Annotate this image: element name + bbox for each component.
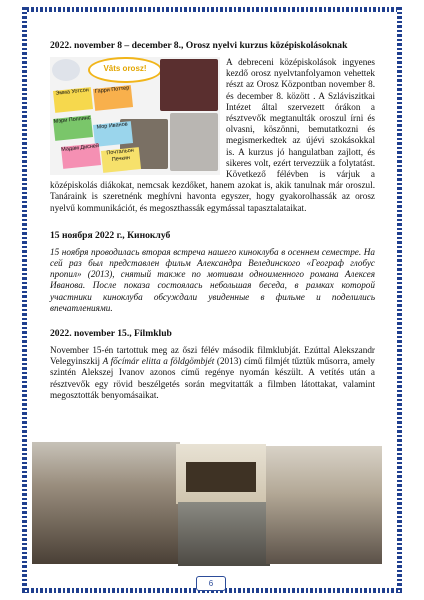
page-number: 6 xyxy=(196,576,226,591)
section-russian-course xyxy=(50,40,375,214)
sticky-note: Гарри Поттер xyxy=(93,85,133,111)
section2-body: 15 ноября проводилась вторая встреча нашего киноклуба в осеннем семестре. На сей раз был представлен фильм Александра Велединского «Географ глобус пропил» (2013), снятый также по мотивам одноименного романа Алексея Иванова. После показа состоялась небольшая беседа, в рамках которой участники киноклуба обсуждали увиденные в фильме и поделились впечатлениями. xyxy=(50,246,375,313)
photo-gallery xyxy=(32,442,392,568)
sticky-note: Мэри Поппинс xyxy=(53,115,93,141)
page-border-top xyxy=(22,7,402,12)
presentation-slide-photo xyxy=(176,444,266,504)
section3-text-before: November 15-én tartottuk meg az őszi félév második filmklubját. Ezúttal Alekszandr Velegyinszkij xyxy=(50,345,375,367)
section1-body: A debreceni középiskolások ingyenes kezdő orosz nyelvtanfolyamon vehettek részt az Orosz Központban november 8. és december 8. között . A Szláviszitkai Intézet által szervezett órákon a résztvevők megtanulták oroszul írni és olvasni, köszönni, bemutatkozni és megismerkedtek az újévi szokásokkal is. A kurzus jó hangulatban zajlott, és sikeres volt, ezért tervezzük a folytatást. Következő félévben is várjuk a középiskolás diákokat, nemcsak kezdőket, hanem azokat is, akik tanulnak már oroszul. Tanáraink is szeretnénk meghívni havonta egyszer, hogy gyakorolhassák az orosz nyelvű kommunikációt, és megoszthassák egymással tapasztalataikat. xyxy=(50,57,375,213)
sticky-note: Мадам Дисней xyxy=(61,143,101,169)
portrait-photo xyxy=(160,59,218,111)
sticky-note: Эмма Уотсон xyxy=(53,87,93,113)
page-border-left xyxy=(22,7,27,593)
speech-bubble: Vâts orosz! xyxy=(88,57,162,83)
section-film-club-ru xyxy=(50,230,375,314)
globe-logo-icon xyxy=(52,59,80,81)
film-title: A főcímár elitta a földgömbjét xyxy=(102,356,215,367)
russian-course-collage xyxy=(50,57,220,175)
section3-text-after: (2013) című filmjét tűztük műsorra, amely szintén Alekszej Ivanov azonos című regénye nyomán készült. A vetítés után a résztvevők egy rövid beszélgetés során megvitatták a filmben látottakat, valamint megosztották benyomásaikat. xyxy=(50,356,375,400)
slide-screen xyxy=(186,462,256,492)
sticky-note: Мор Иванов xyxy=(93,121,133,147)
audience-photo xyxy=(32,442,180,564)
section1-heading: 2022. november 8 – december 8., Orosz nyelvi kurzus középiskolásoknak xyxy=(50,40,348,51)
section3-body xyxy=(50,345,375,401)
section3-heading: 2022. november 15., Filmklub xyxy=(50,328,172,340)
section-film-club-hu xyxy=(50,328,375,401)
audience-photo xyxy=(266,446,382,564)
portrait-photo xyxy=(170,113,218,171)
page-border-right xyxy=(397,7,402,593)
sticky-note: Почтальон Печкин xyxy=(101,147,141,173)
film-still-photo xyxy=(178,502,270,566)
page-content xyxy=(50,40,375,401)
section2-heading: 15 ноября 2022 г., Киноклуб xyxy=(50,229,171,241)
